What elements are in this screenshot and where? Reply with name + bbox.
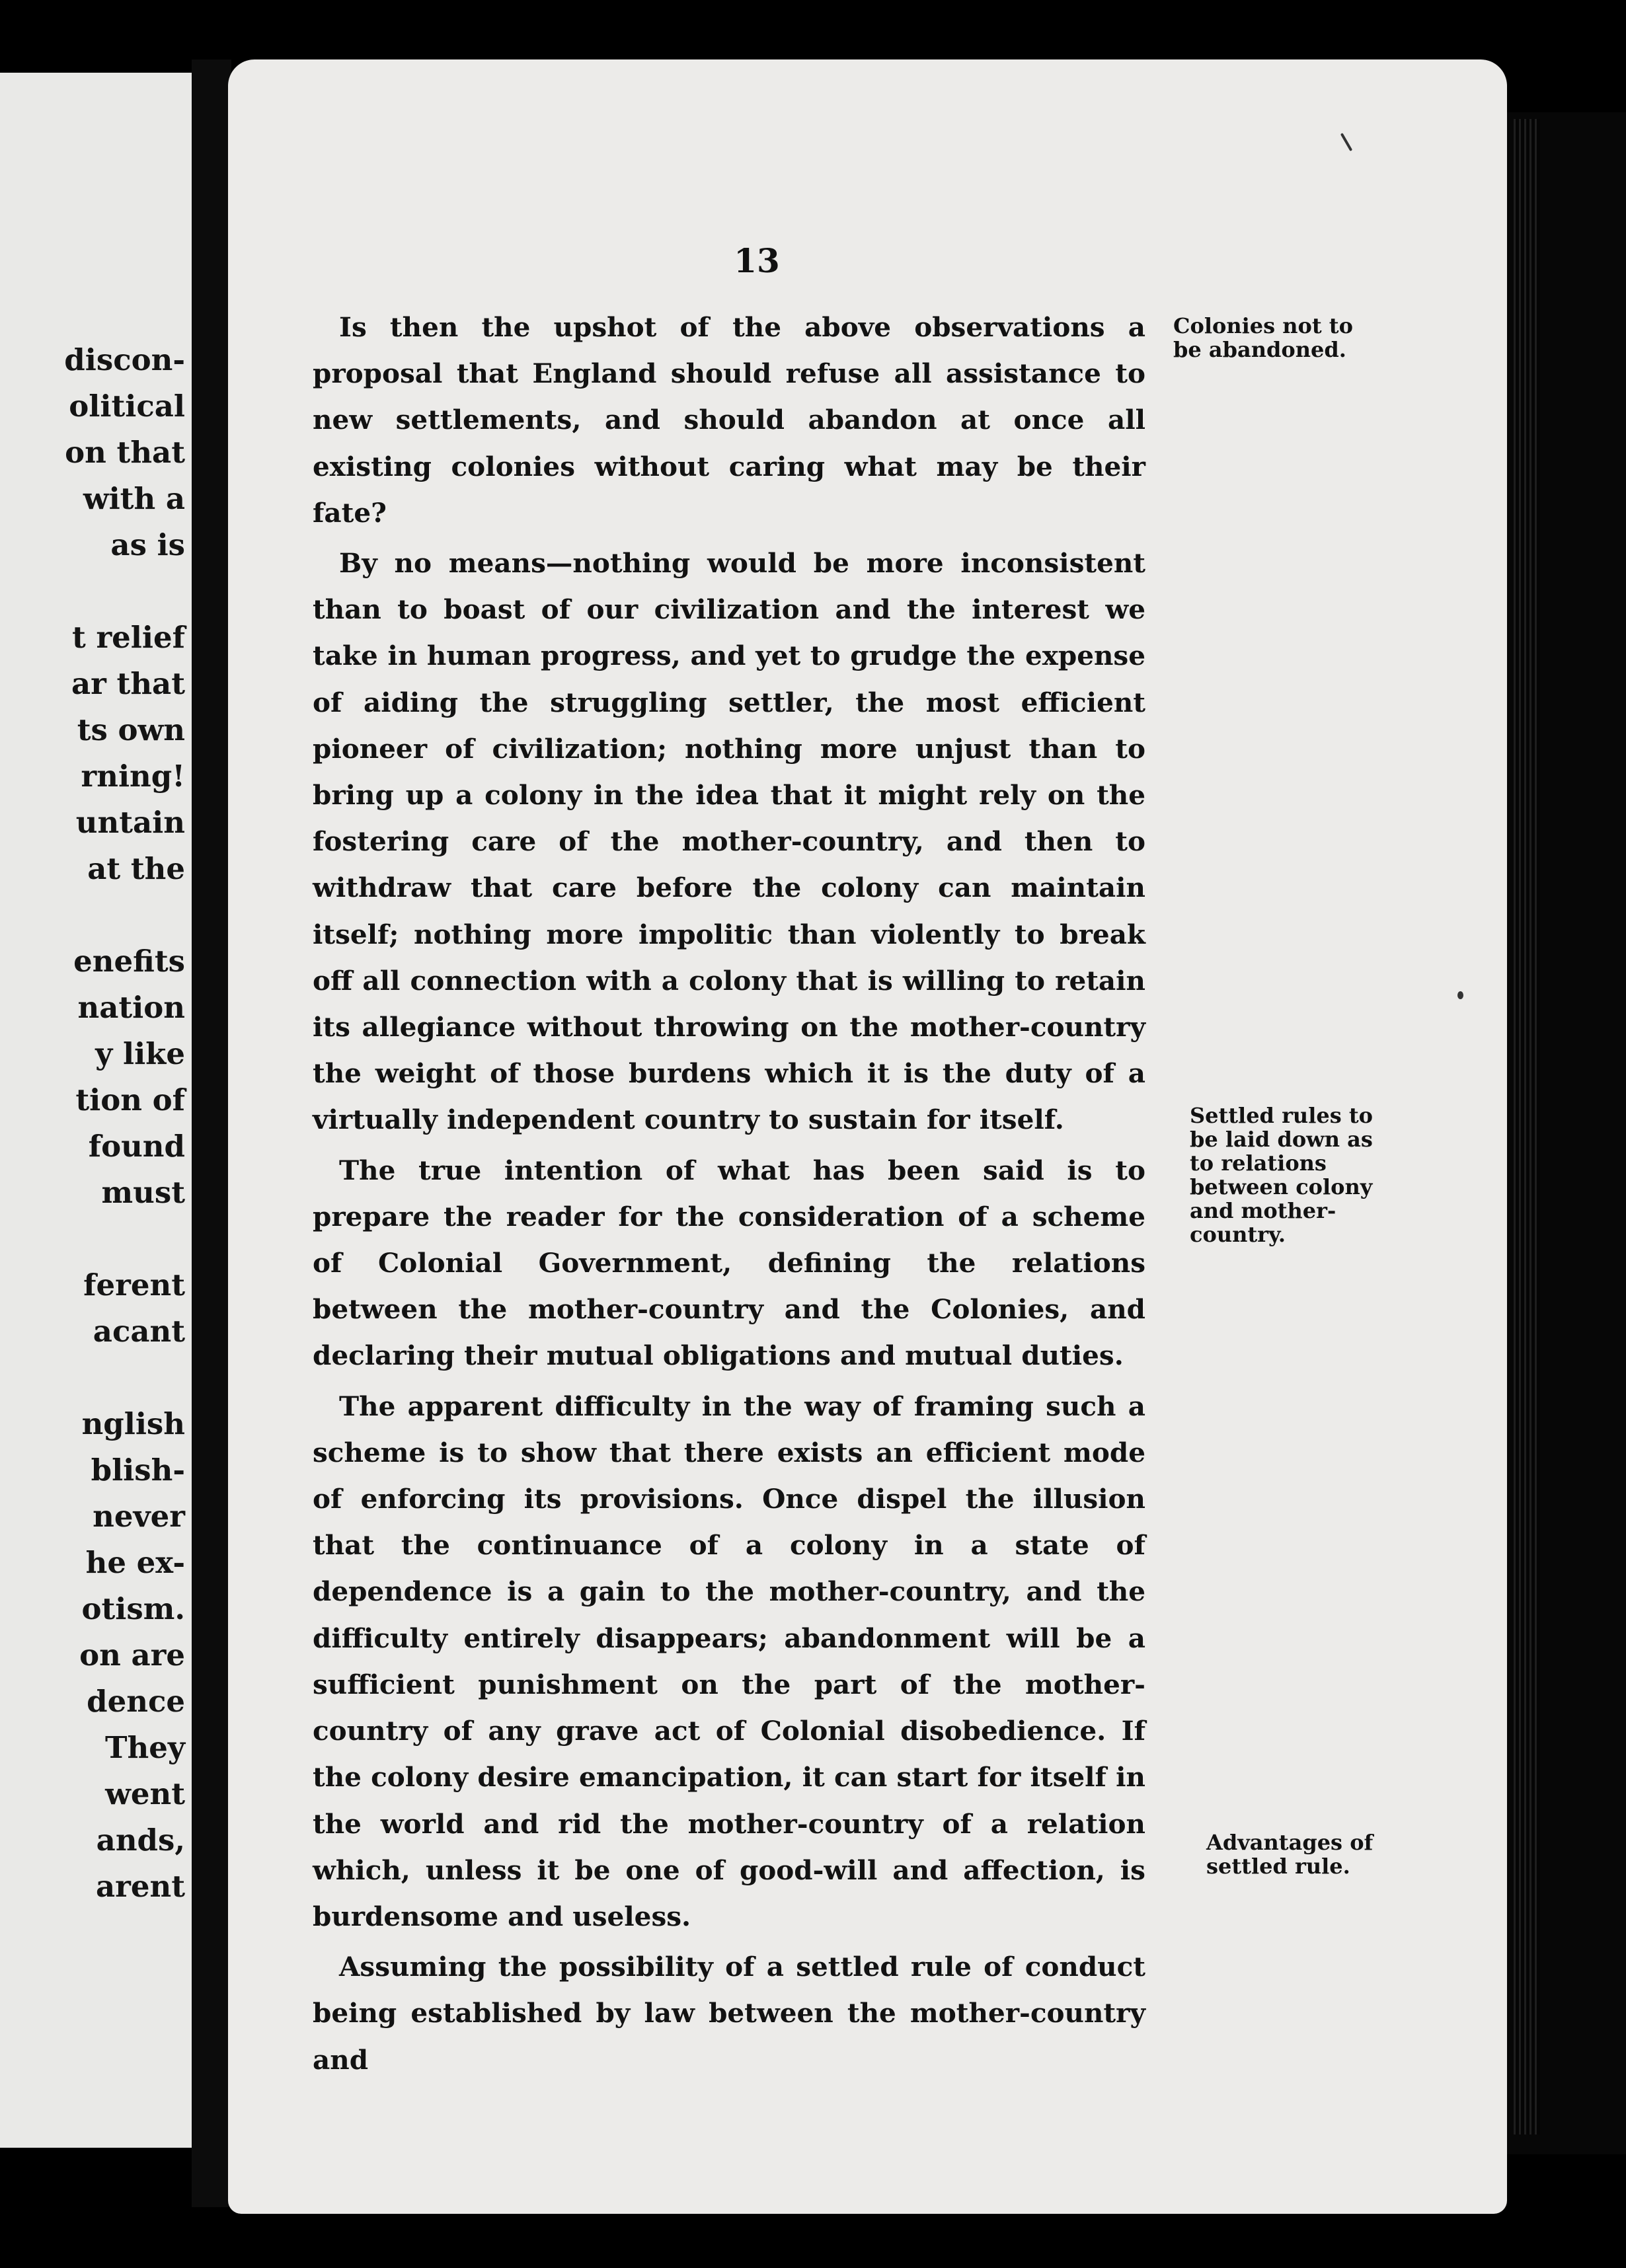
previous-page-line: never [93, 1499, 185, 1534]
previous-page-line: acant [93, 1314, 185, 1349]
page-number: 13 [734, 241, 780, 280]
previous-page-line: rning! [81, 759, 185, 794]
previous-page-text [64, 337, 185, 1910]
paragraph: The true intention of what has been said is to prepare the reader for the consideration of a scheme of Colonial Government, defining the relations between the mother-country and the Colonies, and declaring their mutual obligations and mutual duties. [313, 1154, 1145, 1372]
previous-page-line: ar that [71, 666, 185, 701]
previous-page-line: as is [110, 527, 185, 562]
ink-speck [1457, 991, 1463, 999]
ink-speck [1340, 133, 1352, 151]
previous-page-line: dence [87, 1684, 185, 1719]
previous-page-line: ts own [77, 712, 185, 747]
previous-page-line: blish- [91, 1453, 185, 1488]
paragraph: The apparent difficulty in the way of framing such a scheme is to show that there exists an efficient mode of enforcing its provisions. Once dispel the illusion that the continuance of a colony in a state of dependence is a gain to the mother-country, and the difficulty entirely disappears; abandonment will be a sufficient punishment on the part of the mother-country of any grave act of Colonial disobedience. If the colony desire emancipation, it can start for itself in the world and rid the mother-country of a relation which, unless it be one of good-will and affection, is burdensome and useless. [313, 1390, 1145, 1932]
previous-page-line: untain [75, 805, 185, 840]
margin-note: Colonies not to be abandoned. [1173, 313, 1353, 362]
previous-page-line: must [101, 1175, 185, 1210]
previous-page-line: with a [83, 481, 185, 516]
margin-note: Advantages of settled rule. [1206, 1830, 1374, 1879]
previous-page-line: enefits [73, 944, 185, 979]
page-stack-lines [1514, 119, 1540, 2135]
previous-page-line: ferent [83, 1267, 185, 1303]
previous-page-line [64, 1355, 185, 1401]
previous-page-line: tion of [75, 1082, 185, 1117]
previous-page-line: They [105, 1730, 185, 1765]
page-body [313, 304, 1145, 2087]
previous-page-line: discon- [64, 342, 185, 377]
previous-page-line: went [105, 1776, 185, 1811]
previous-page-line [64, 568, 185, 615]
previous-page-line: olitical [69, 389, 185, 424]
previous-page-line: on are [79, 1638, 185, 1673]
previous-page-strip [0, 73, 192, 2148]
previous-page-line: otism. [81, 1591, 185, 1626]
paragraph: By no means—nothing would be more inconsistent than to boast of our civilization and the interest we take in human progress, and yet to grudge the expense of aiding the struggling settler, the most efficient pioneer of civilization; nothing more unjust than to bring up a colony in the idea that it might rely on the fostering care of the mother-country, and then to withdraw that care before the colony can maintain itself; nothing more impolitic than violently to break off all connection with a colony that is willing to retain its allegiance without throwing on the mother-country the weight of those burdens which it is the duty of a virtually independent country to sustain for itself. [313, 547, 1145, 1136]
previous-page-line: nation [77, 990, 185, 1025]
previous-page-line [64, 892, 185, 938]
book-page [228, 59, 1507, 2214]
previous-page-line: t relief [72, 620, 185, 655]
paragraph: Is then the upshot of the above observations a proposal that England should refuse all assistance to new settlements, and should abandon at once all existing colonies without caring what may be their fate? [313, 311, 1145, 529]
book-gutter [192, 59, 231, 2207]
margin-note: Settled rules to be laid down as to relations between colony and mother-country. [1190, 1103, 1373, 1247]
previous-page-line: y like [95, 1036, 185, 1071]
previous-page-line [64, 1216, 185, 1262]
previous-page-line: ands, [96, 1823, 185, 1858]
previous-page-line: nglish [81, 1406, 185, 1441]
previous-page-line: he ex- [85, 1545, 185, 1580]
previous-page-line: on that [65, 435, 185, 470]
previous-page-line: found [88, 1129, 185, 1164]
previous-page-line: at the [87, 851, 185, 886]
paragraph: Assuming the possibility of a settled rule of conduct being established by law between the mother-country and [313, 1951, 1145, 2076]
previous-page-line: arent [96, 1869, 185, 1904]
